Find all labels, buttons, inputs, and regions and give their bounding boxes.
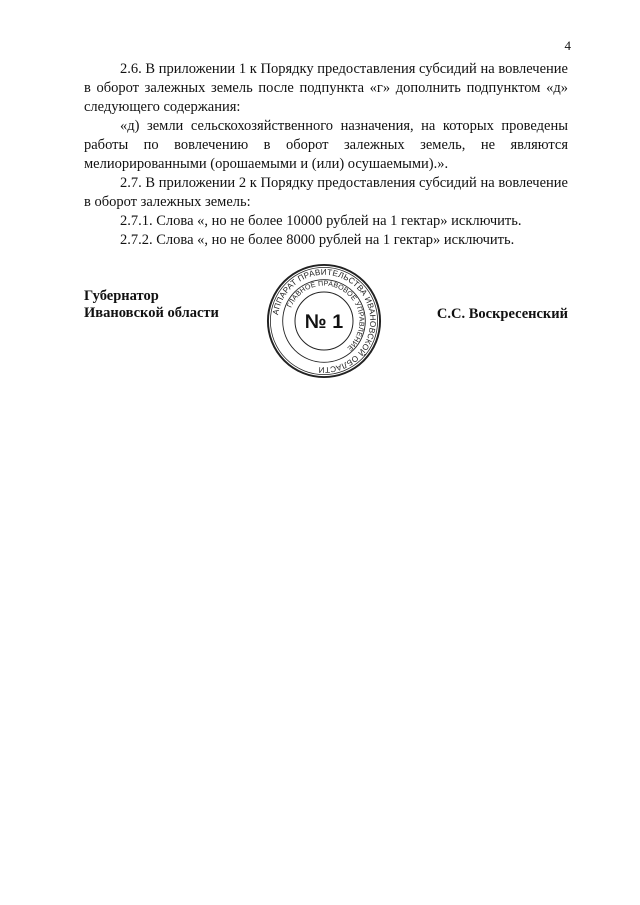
stamp-outer-text: АППАРАТ ПРАВИТЕЛЬСТВА ИВАНОВСКОЙ ОБЛАСТИ xyxy=(271,267,378,375)
paragraph-2-7: 2.7. В приложении 2 к Порядку предоставления субсидий на вовлечение в оборот залежных земель: xyxy=(84,175,568,210)
page-number: 4 xyxy=(564,38,571,53)
stamp-number: № 1 xyxy=(304,310,344,333)
paragraph-2-6: 2.6. В приложении 1 к Порядку предоставления субсидий на вовлечение в оборот залежных земель после подпункта «г» дополнить подпунктом «д» следующего содержания: xyxy=(84,61,568,115)
signer-position-line-2: Ивановской области xyxy=(84,305,219,321)
signer-name: С.С. Воскресенский xyxy=(436,306,568,322)
signer-position-line-1: Губернатор xyxy=(84,288,159,304)
stamp-inner-text: ГЛАВНОЕ ПРАВОВОЕ УПРАВЛЕНИЕ xyxy=(285,279,366,353)
signer-position xyxy=(84,288,219,322)
paragraph-2-7-1: 2.7.1. Слова «, но не более 10000 рублей на 1 гектар» исключить. xyxy=(120,213,522,229)
official-stamp xyxy=(265,262,383,380)
paragraph-2-7-2: 2.7.2. Слова «, но не более 8000 рублей на 1 гектар» исключить. xyxy=(120,232,515,248)
document-body xyxy=(84,60,568,250)
paragraph-2-6-d: «д) земли сельскохозяйственного назначения, на которых проведены работы по вовлечению в оборот залежных земель, не являются мелиорированными (орошаемыми и (или) осушаемыми).». xyxy=(84,118,568,172)
